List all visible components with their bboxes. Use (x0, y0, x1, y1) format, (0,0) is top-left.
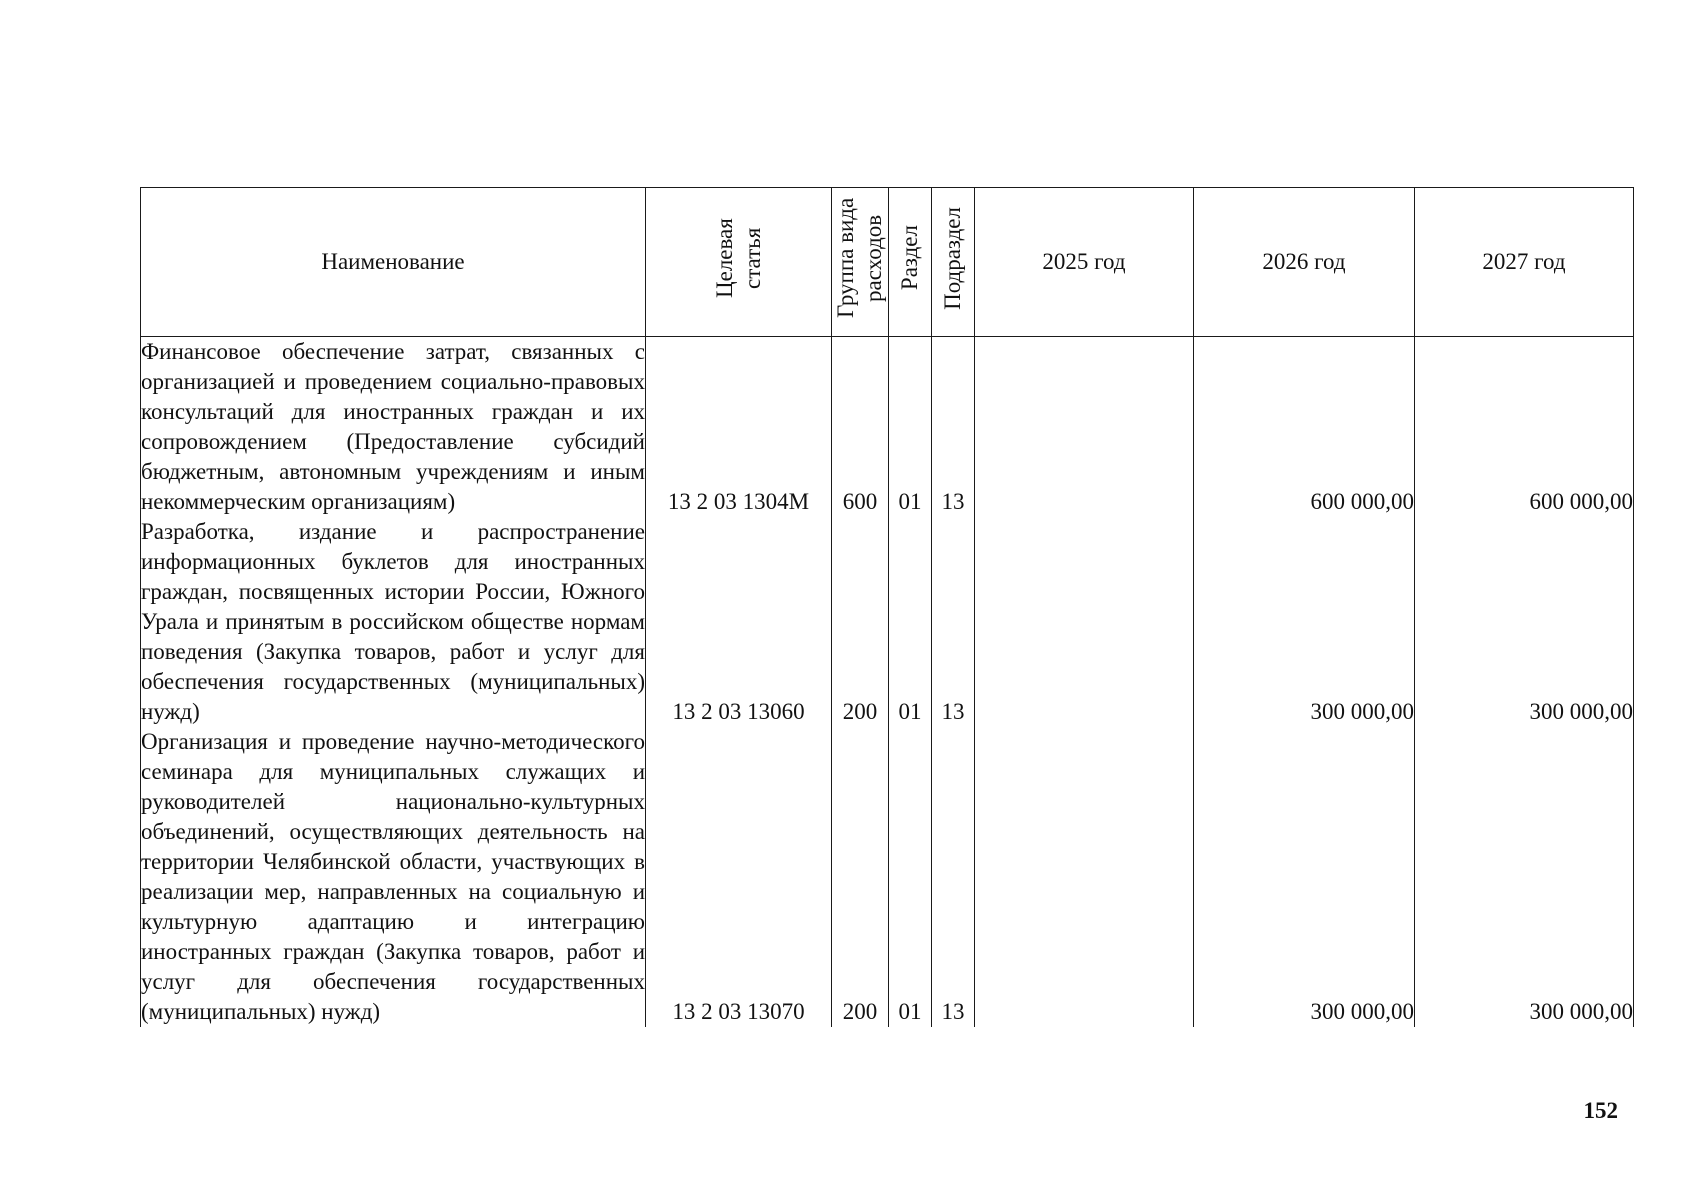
row-2026-cell: 300 000,00 (1194, 517, 1415, 727)
header-name (141, 188, 646, 337)
row-section-cell: 01 (889, 517, 932, 727)
row-subsection-cell: 13 (932, 517, 975, 727)
row-expense-group-cell: 200 (832, 517, 889, 727)
row-name-cell: Финансовое обеспечение затрат, связанных с организацией и проведением социально-правовых консультаций для иностранных граждан и их сопровождением (Предоставление субсидий бюджетным, автономным учреждениям и иным некоммерческим организациям) (141, 337, 646, 518)
row-name-cell: Разработка, издание и распространение информационных буклетов для иностранных граждан, посвященных истории России, Южного Урала и принятым в российском обществе нормам поведения (Закупка товаров, работ и услуг для обеспечения государственных (муниципальных) нужд) (141, 517, 646, 727)
header-section-label: Раздел (897, 225, 922, 291)
row-subsection-cell: 13 (932, 337, 975, 518)
row-2025-cell (975, 337, 1194, 518)
page-number: 152 (1583, 1098, 1618, 1123)
header-2025 (975, 188, 1194, 337)
row-target-article-cell: 13 2 03 13060 (646, 517, 832, 727)
table-row (141, 517, 1634, 727)
row-expense-group-cell: 600 (832, 337, 889, 518)
row-2025-cell (975, 517, 1194, 727)
header-subsection (932, 188, 975, 337)
table-row (141, 337, 1634, 518)
header-expense-group (832, 188, 889, 337)
row-expense-group-cell: 200 (832, 727, 889, 1027)
budget-table (140, 187, 1634, 1027)
row-2027-cell: 600 000,00 (1415, 337, 1634, 518)
row-2027-cell: 300 000,00 (1415, 517, 1634, 727)
row-section-cell: 01 (889, 727, 932, 1027)
row-section-cell: 01 (889, 337, 932, 518)
table-row (141, 727, 1634, 1027)
header-2025-label: 2025 год (1042, 249, 1126, 274)
row-2025-cell (975, 727, 1194, 1027)
header-2027 (1415, 188, 1634, 337)
header-target-article-label: Целевая статья (711, 218, 765, 298)
row-2026-cell: 300 000,00 (1194, 727, 1415, 1027)
row-name-cell: Организация и проведение научно-методического семинара для муниципальных служащих и руководителей национально-культурных объединений, осуществляющих деятельность на территории Челябинской области, участвующих в реализации мер, направленных на социальную и культурную адаптацию и интеграцию иностранных граждан (Закупка товаров, работ и услуг для обеспечения государственных (муниципальных) нужд) (141, 727, 646, 1027)
row-target-article-cell: 13 2 03 1304М (646, 337, 832, 518)
header-expense-group-label: Группа вида расходов (833, 197, 886, 319)
header-target-article (646, 188, 832, 337)
row-subsection-cell: 13 (932, 727, 975, 1027)
header-section (889, 188, 932, 337)
row-target-article-cell: 13 2 03 13070 (646, 727, 832, 1027)
header-2027-label: 2027 год (1482, 249, 1566, 274)
header-subsection-label: Подраздел (940, 206, 965, 310)
header-2026 (1194, 188, 1415, 337)
header-name-label: Наименование (321, 249, 465, 274)
row-2026-cell: 600 000,00 (1194, 337, 1415, 518)
row-2027-cell: 300 000,00 (1415, 727, 1634, 1027)
table-header-row (141, 188, 1634, 337)
header-2026-label: 2026 год (1262, 249, 1346, 274)
